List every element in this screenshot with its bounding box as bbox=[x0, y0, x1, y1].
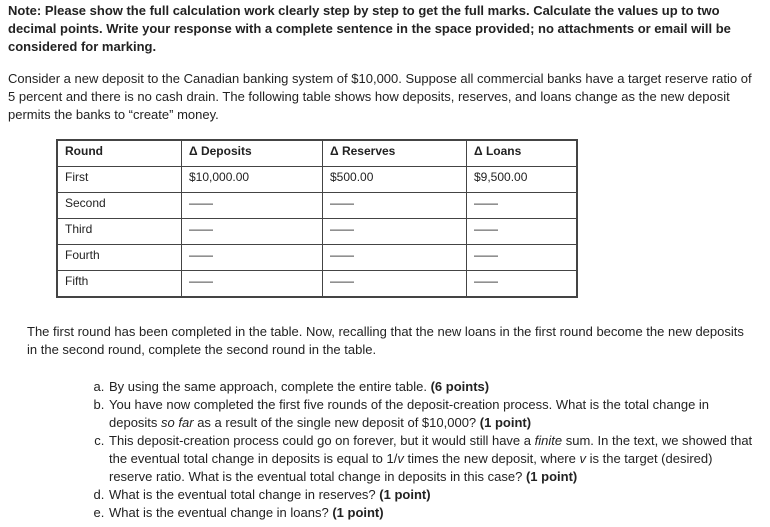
reserves-cell: —— bbox=[323, 245, 467, 271]
question-c-emphasis-finite: finite bbox=[534, 433, 563, 448]
round-label: Third bbox=[57, 219, 182, 245]
question-a-points: (6 points) bbox=[430, 379, 490, 394]
table-row bbox=[57, 245, 577, 271]
round-label: Fourth bbox=[57, 245, 182, 271]
question-d-text: What is the eventual total change in reserves? bbox=[109, 487, 376, 502]
round-label: Second bbox=[57, 193, 182, 219]
loans-cell: —— bbox=[467, 245, 578, 271]
reserves-cell: —— bbox=[323, 219, 467, 245]
deposits-cell: —— bbox=[182, 193, 323, 219]
loans-cell: —— bbox=[467, 271, 578, 298]
header-reserves: Δ Reserves bbox=[323, 140, 467, 167]
intro-paragraph: Consider a new deposit to the Canadian banking system of $10,000. Suppose all commercial banks have a target reserve ratio of 5 percent and there is no cash drain. The following table shows how deposits, reserves, and loans change as the new deposit permits the banks to “create” money. bbox=[8, 71, 752, 122]
question-c-points: (1 point) bbox=[525, 469, 578, 484]
question-e-points: (1 point) bbox=[332, 505, 384, 520]
loans-cell: $9,500.00 bbox=[467, 167, 578, 193]
header-loans: Δ Loans bbox=[467, 140, 578, 167]
deposits-cell: —— bbox=[182, 245, 323, 271]
after-table-paragraph: The first round has been completed in the table. Now, recalling that the new loans in the first round become the new deposits in the second round, complete the second round in the table. bbox=[27, 324, 744, 357]
question-c-emphasis-v2: v bbox=[579, 451, 586, 466]
table-row bbox=[57, 219, 577, 245]
question-d-points: (1 point) bbox=[379, 487, 431, 502]
question-d bbox=[108, 486, 753, 504]
marking-note: Note: Please show the full calculation work clearly step by step to get the full marks. Calculate the values up to two decimal points. Write your response with a complete sentence in the space provided; no attachments or email will be considered for marking. bbox=[8, 3, 731, 54]
deposits-cell: —— bbox=[182, 271, 323, 298]
table-row bbox=[57, 193, 577, 219]
reserves-cell: —— bbox=[323, 271, 467, 298]
question-e-text: What is the eventual change in loans? bbox=[109, 505, 329, 520]
question-a-text: By using the same approach, complete the entire table. bbox=[109, 379, 427, 394]
question-b-points: (1 point) bbox=[479, 415, 532, 430]
question-c bbox=[108, 432, 753, 486]
deposits-cell: —— bbox=[182, 219, 323, 245]
question-c-emphasis-v1: v bbox=[397, 451, 404, 466]
question-b bbox=[108, 396, 753, 432]
table-row bbox=[57, 167, 577, 193]
question-b-text-1: You have now completed the first five rounds of the deposit-creation process. What is the total change in deposits bbox=[109, 397, 710, 430]
deposit-creation-table bbox=[56, 139, 578, 298]
header-round: Round bbox=[57, 140, 182, 167]
question-a bbox=[108, 378, 753, 396]
question-c-text-3: times the new deposit, where bbox=[407, 451, 576, 466]
reserves-cell: $500.00 bbox=[323, 167, 467, 193]
question-list bbox=[92, 378, 753, 522]
table-row bbox=[57, 271, 577, 298]
deposits-cell: $10,000.00 bbox=[182, 167, 323, 193]
question-c-text-1: This deposit-creation process could go on forever, but it would still have a bbox=[109, 433, 532, 448]
question-b-text-2: as a result of the single new deposit of $10,000? bbox=[197, 415, 477, 430]
question-b-emphasis: so far bbox=[161, 415, 194, 430]
reserves-cell: —— bbox=[323, 193, 467, 219]
question-c-text-2: sum. In the text, we showed that the eventual total change in deposits is equal to 1/ bbox=[109, 433, 753, 466]
loans-cell: —— bbox=[467, 219, 578, 245]
question-e bbox=[108, 504, 753, 522]
round-label: Fifth bbox=[57, 271, 182, 298]
question-c-text-4: is the target (desired) reserve ratio. What is the eventual total change in deposits in this case? bbox=[109, 451, 713, 484]
loans-cell: —— bbox=[467, 193, 578, 219]
round-label: First bbox=[57, 167, 182, 193]
table-header-row bbox=[57, 140, 577, 167]
header-deposits: Δ Deposits bbox=[182, 140, 323, 167]
